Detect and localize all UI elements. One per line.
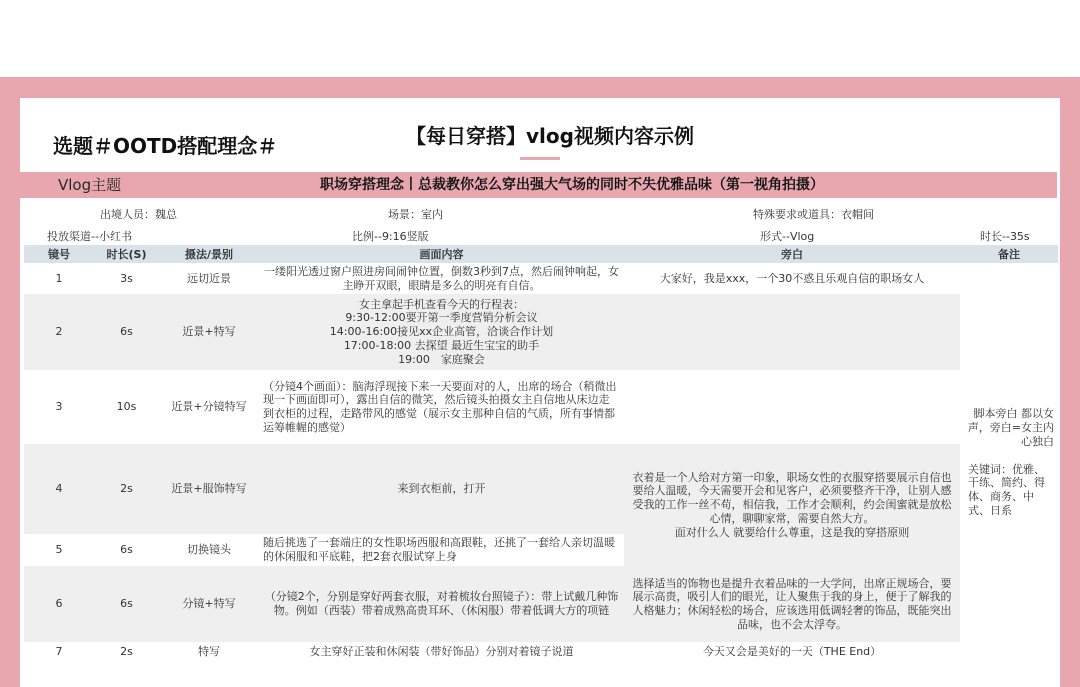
cell-content: 随后挑选了一套端庄的女性职场西服和高跟鞋，还挑了一套给人亲切温暖的休闲服和平底鞋，把2套衣服试穿上身 [259, 534, 624, 566]
table-row [24, 642, 1058, 662]
cell-content: 女主穿好正装和休闲装（带好饰品）分别对着镜子说道 [259, 642, 624, 662]
cell-shot-type: 近景+特写 [159, 294, 259, 370]
cell-shot-number: 7 [24, 642, 94, 662]
table-header-row [24, 245, 1058, 263]
cell-content: （分镜2个，分别是穿好两套衣服，对着梳妆台照镜子）：带上试戴几种饰物。例如（西装）带着成熟高贵耳环、（休闲服）带着低调大方的项链 [259, 566, 624, 642]
header-voiceover: 旁白 [624, 245, 960, 263]
note-voice-rule: 脚本旁白 都以女声，旁白=女主内心独白 [967, 407, 1054, 448]
cell-shot-number: 3 [24, 370, 94, 444]
cell-duration: 6s [94, 534, 159, 566]
header-content: 画面内容 [259, 245, 624, 263]
cell-shot-type: 近景+服饰特写 [159, 444, 259, 534]
theme-text: 职场穿搭理念丨总裁教你怎么穿出强大气场的同时不失优雅品味（第一视角拍摄） [320, 177, 824, 193]
header-duration: 时长(S) [94, 245, 159, 263]
cell-voiceover-empty [624, 370, 960, 444]
cell-shot-number: 4 [24, 444, 94, 534]
header-shot-number: 镜号 [24, 245, 94, 263]
storyboard-table [24, 245, 1058, 662]
cell-shot-type: 特写 [159, 642, 259, 662]
cell-voiceover: 大家好，我是xxx，一个30不惑且乐观自信的职场女人 [624, 263, 960, 294]
cell-voiceover-empty [624, 294, 960, 370]
cell-duration: 3s [94, 263, 159, 294]
cell-voiceover: 今天又会是美好的一天（THE End） [624, 642, 960, 662]
cell-content: 一缕阳光透过窗户照进房间闹钟位置，倒数3秒到7点，然后闹钟响起，女主睁开双眼，眼睛是多么的明亮有自信。 [259, 263, 624, 294]
cell-shot-type: 切换镜头 [159, 534, 259, 566]
table-row [24, 370, 1058, 444]
cell-shot-number: 1 [24, 263, 94, 294]
meta-format: 形式--Vlog [760, 230, 815, 243]
meta-cast: 出境人员：魏总 [100, 208, 177, 221]
meta-ratio: 比例--9:16竖版 [352, 230, 429, 243]
cell-duration: 2s [94, 444, 159, 534]
cell-duration: 2s [94, 642, 159, 662]
meta-props: 特殊要求或道具：衣帽间 [753, 208, 874, 221]
table-row [24, 294, 1058, 370]
cell-content: （分镜4个画面）：脑海浮现接下来一天要面对的人，出席的场合（稍微出现一下画面即可），露出自信的微笑，然后镜头拍摄女主自信地从床边走到衣柜的过程，走路带风的感觉（展示女主那种自信的气质，所有事情都运筹帷幄的感觉） [259, 370, 624, 444]
meta-duration: 时长--35s [980, 230, 1030, 243]
title-underline [520, 157, 560, 160]
table-row [24, 263, 1058, 294]
cell-content: 来到衣柜前，打开 [259, 444, 624, 534]
cell-duration: 6s [94, 294, 159, 370]
cell-voiceover: 衣着是一个人给对方第一印象，职场女性的衣服穿搭要展示自信也要给人温暖，今天需要开会和见客户，必须要整齐干净，让别人感受我的工作一丝不苟，相信我，工作才会顺利，约会闺蜜就是放松心情，聊聊家常，需要自然大方。 面对什么人 就要给什么尊重，这是我的穿搭原则 [624, 444, 960, 566]
cell-shot-type: 远切近景 [159, 263, 259, 294]
note-keywords: 关键词：优雅、干练、简约、得体、商务、中式、日系 [968, 462, 1045, 517]
page-title: 【每日穿搭】vlog视频内容示例 [406, 124, 694, 148]
meta-scene: 场景：室内 [388, 208, 443, 221]
theme-label: Vlog主题 [58, 176, 122, 194]
header-notes: 备注 [960, 245, 1058, 263]
table-row [24, 566, 1058, 642]
header-shot-type: 摄法/景别 [159, 245, 259, 263]
cell-duration: 6s [94, 566, 159, 642]
cell-shot-number: 2 [24, 294, 94, 370]
cell-content: 女主拿起手机查看今天的行程表： 9:30-12:00要开第一季度营销分析会议 14:00-16:00接见xx企业高管，洽谈合作计划 17:00-18:00 去探望 最近生宝宝的助手 19:00 家庭聚会 [259, 294, 624, 370]
cell-shot-type: 分镜+特写 [159, 566, 259, 642]
cell-shot-type: 近景+分镜特写 [159, 370, 259, 444]
cell-voiceover: 选择适当的饰物也是提升衣着品味的一大学问，出席正规场合，要展示高贵，吸引人们的眼光，让人聚焦于我的身上，便于了解我的人格魅力；休闲轻松的场合，应该选用低调轻奢的饰品，既能突出品味，也不会太浮夸。 [624, 566, 960, 642]
topic-heading: 选题＃OOTD搭配理念＃ [53, 134, 278, 158]
meta-channel: 投放渠道--小红书 [47, 230, 132, 243]
cell-notes [960, 263, 1058, 662]
table-row [24, 444, 1058, 534]
cell-shot-number: 5 [24, 534, 94, 566]
cell-shot-number: 6 [24, 566, 94, 642]
cell-duration: 10s [94, 370, 159, 444]
